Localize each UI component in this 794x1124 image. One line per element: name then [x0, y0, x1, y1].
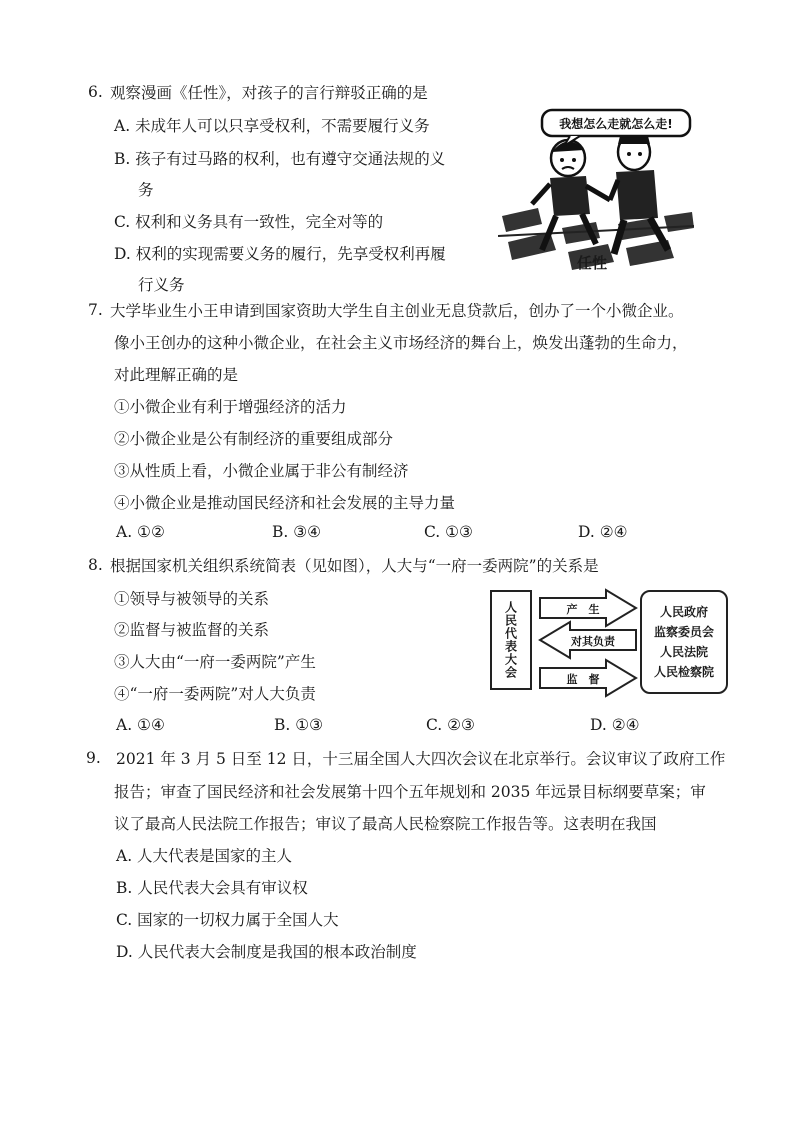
q8-choice-b: B. ①③ — [274, 716, 324, 734]
diagram-procuratorate: 人民检察院 — [653, 665, 714, 679]
q8-choice-a: A. ①④ — [116, 716, 165, 734]
q9-option-b: B. 人民代表大会具有审议权 — [116, 879, 308, 897]
q6-stem: 观察漫画《任性》，对孩子的言行辩驳正确的是 — [110, 84, 428, 102]
diagram-state-organs-box — [640, 590, 728, 694]
diagram-npc-box: 人民代表大会 — [490, 590, 532, 690]
q9-number: 9. — [86, 749, 101, 767]
q8-choice-c: C. ②③ — [426, 716, 475, 734]
q7-choice-b: B. ③④ — [272, 523, 322, 541]
q6-option-d: D. 权利的实现需要义务的履行，先享受权利再履 — [114, 245, 446, 263]
q9-option-c: C. 国家的一切权力属于全国人大 — [116, 911, 339, 929]
diagram-court: 人民法院 — [659, 645, 708, 659]
q6-option-b: B. 孩子有过马路的权利，也有遵守交通法规的义 — [114, 150, 446, 168]
q8-statement-1: ①领导与被领导的关系 — [114, 590, 270, 608]
organization-diagram — [488, 584, 732, 702]
q6-number: 6. — [88, 83, 103, 101]
cartoon-caption: 任性 — [577, 254, 608, 272]
q6-option-b-cont: 务 — [138, 181, 154, 199]
q8-choice-d: D. ②④ — [590, 716, 640, 734]
diagram-supervisory-commission: 监察委员会 — [653, 625, 714, 639]
q7-statement-2: ②小微企业是公有制经济的重要组成部分 — [114, 430, 394, 448]
q6-option-d-cont: 行义务 — [138, 276, 185, 294]
q9-option-a: A. 人大代表是国家的主人 — [116, 847, 293, 865]
q9-stem-line-1: 2021 年 3 月 5 日至 12 日，十三届全国人大四次会议在北京举行。会议审议了政府工作 — [116, 750, 726, 768]
q7-stem-line-2: 像小王创办的这种小微企业，在社会主义市场经济的舞台上，焕发出蓬勃的生命力， — [114, 334, 688, 352]
q7-statement-3: ③从性质上看，小微企业属于非公有制经济 — [114, 462, 409, 480]
q7-choice-a: A. ①② — [116, 523, 165, 541]
arrow-label-supervise: 监 督 — [566, 673, 600, 686]
q7-stem-line-3: 对此理解正确的是 — [114, 366, 239, 384]
q7-choice-c: C. ①③ — [424, 523, 473, 541]
q7-number: 7. — [88, 301, 103, 319]
arrow-label-responsible: 对其负责 — [571, 635, 615, 648]
cartoon-speech-text: 我想怎么走就怎么走! — [559, 117, 673, 131]
q7-statement-1: ①小微企业有利于增强经济的活力 — [114, 398, 347, 416]
q8-statement-2: ②监督与被监督的关系 — [114, 621, 270, 639]
q8-statement-3: ③人大由“一府一委两院”产生 — [114, 653, 316, 671]
q8-stem: 根据国家机关组织系统简表（见如图），人大与“一府一委两院”的关系是 — [110, 557, 599, 575]
q7-stem-line-1: 大学毕业生小王申请到国家资助大学生自主创业无息贷款后，创办了一个小微企业。 — [110, 302, 684, 320]
q8-statement-4: ④“一府一委两院”对人大负责 — [114, 685, 316, 703]
q6-option-a: A. 未成年人可以只享受权利，不需要履行义务 — [114, 117, 430, 135]
q7-choice-d: D. ②④ — [578, 523, 628, 541]
diagram-government: 人民政府 — [659, 605, 708, 619]
arrow-label-produce: 产 生 — [566, 603, 600, 616]
q9-stem-line-3: 议了最高人民法院工作报告；审议了最高人民检察院工作报告等。这表明在我国 — [114, 815, 657, 833]
q8-number: 8. — [88, 556, 103, 574]
q6-option-c: C. 权利和义务具有一致性，完全对等的 — [114, 213, 384, 231]
q9-stem-line-2: 报告；审查了国民经济和社会发展第十四个五年规划和 2035 年远景目标纲要草案；审 — [114, 783, 706, 801]
q9-option-d: D. 人民代表大会制度是我国的根本政治制度 — [116, 943, 417, 961]
q7-statement-4: ④小微企业是推动国民经济和社会发展的主导力量 — [114, 494, 456, 512]
